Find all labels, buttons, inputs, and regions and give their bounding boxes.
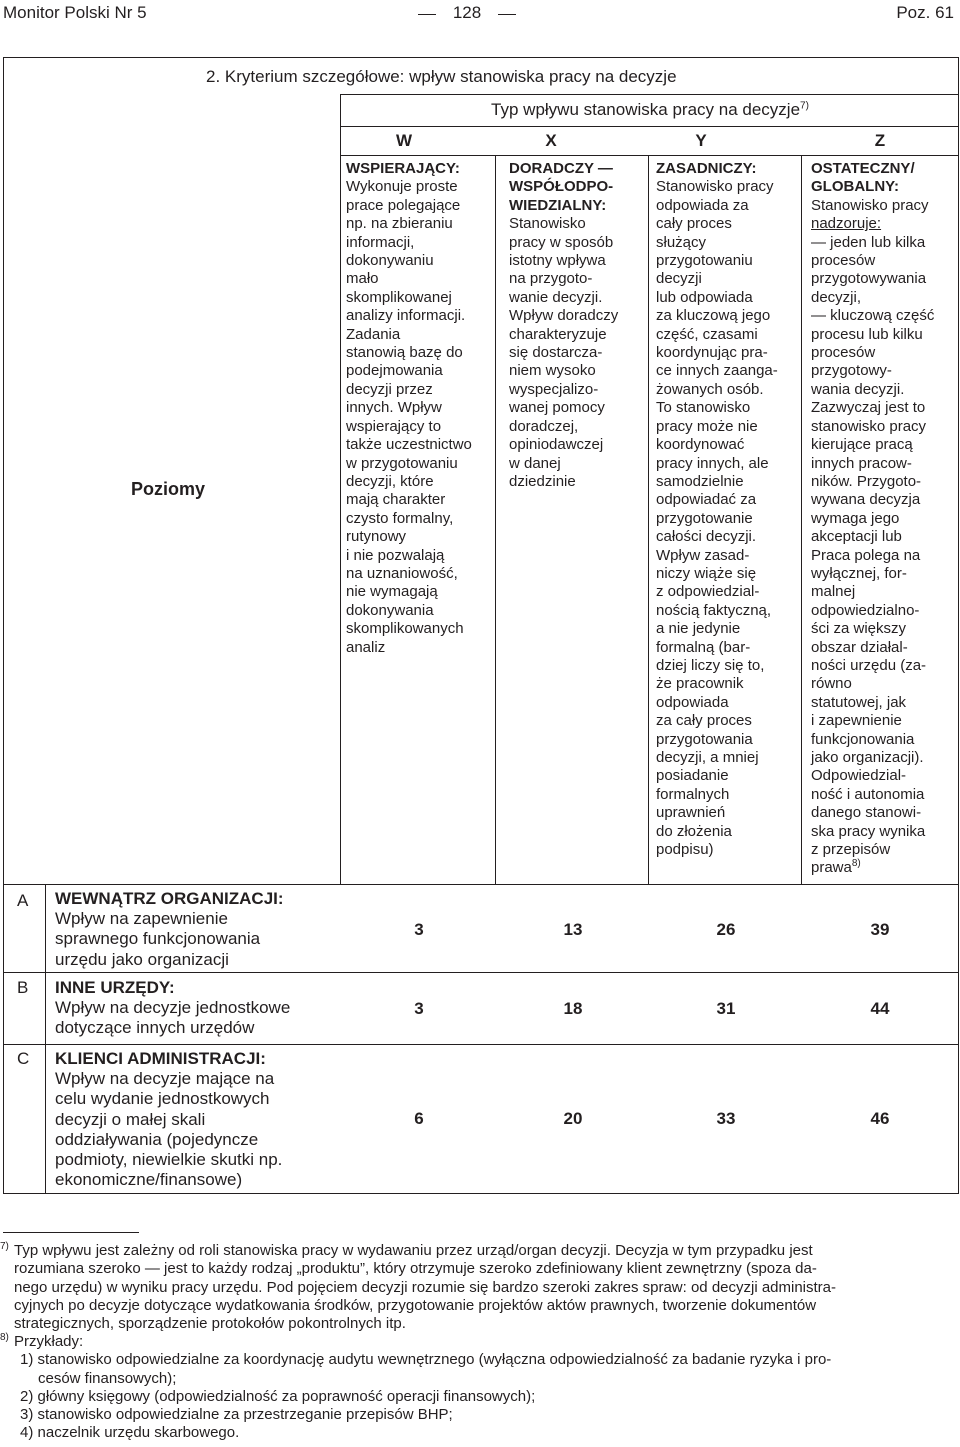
row-text-line: Wpływ na zapewnienie — [55, 909, 228, 929]
column-text-line: odpowiadać za — [656, 491, 757, 509]
column-text-line: innych pracow- — [811, 454, 912, 472]
column-text-line: i nie pozwalają — [346, 546, 445, 564]
column-letter-x: X — [545, 131, 557, 150]
column-text-line: nie wymagają — [346, 583, 438, 601]
column-text-line: przygotowy- — [811, 362, 892, 380]
column-text-line: — kluczową część — [811, 307, 935, 325]
column-text-line: statutowej, jak — [811, 693, 907, 711]
row-c-top-rule — [3, 1044, 959, 1045]
column-text-line: ności urzędu (za- — [811, 656, 927, 674]
column-y-description — [656, 160, 778, 859]
value-a-w: 3 — [414, 920, 424, 939]
column-letter-y: Y — [695, 131, 707, 150]
column-text-line: Praca polega na — [811, 546, 921, 564]
column-text-line: stanowią bazę do — [346, 344, 463, 362]
column-text-line: funkcjonowania — [811, 730, 915, 748]
column-text-line: na uznaniowość, — [346, 564, 458, 582]
row-a-top-rule — [3, 884, 959, 885]
column-text-line: samodzielnie — [656, 472, 744, 490]
label-column-rule — [340, 94, 341, 884]
column-text-line: prace polegające — [346, 196, 461, 214]
column-text-line: skomplikowanej — [346, 288, 452, 306]
footnote-ref-8: 8) — [851, 858, 861, 870]
column-text-line: Stanowisko pracy — [656, 178, 774, 196]
column-text-line: dziej liczy się to, — [656, 656, 765, 674]
row-letter-b: B — [17, 978, 29, 997]
subtitle-text: Typ wpływu stanowiska pracy na decyzje — [491, 100, 801, 119]
row-text-line: ekonomiczne/finansowe) — [55, 1170, 243, 1190]
column-text-fragment: prawa — [811, 859, 852, 877]
col-y-z-rule — [801, 155, 802, 884]
column-text-line: ści za większy — [811, 620, 907, 638]
column-text-line: pracy w sposób — [509, 233, 614, 251]
column-text-line: wywana decyzja — [811, 491, 921, 509]
col-x-y-rule — [648, 155, 649, 884]
footnote-text: rozumiana szeroko — jest to każdy rodzaj „produktu”, który otrzymuje szeroko zdefiniowany klient zewnętrzny (spoza da- — [14, 1260, 817, 1278]
row-letter-rule — [45, 884, 46, 1194]
column-text-line: stanowisko pracy — [811, 417, 927, 435]
column-text-line: obszar działal- — [811, 638, 908, 656]
column-text-line: wyspecjalizo- — [509, 380, 599, 398]
column-text-line: niem wysoko — [509, 362, 596, 380]
column-text-line: np. na zbieraniu — [346, 215, 453, 233]
column-text-line: mają charakter — [346, 491, 446, 509]
column-text-line: odpowiada — [656, 693, 729, 711]
page-number: 128 — [412, 3, 522, 23]
value-a-z: 39 — [870, 920, 890, 939]
column-text-line: że pracownik — [656, 675, 744, 693]
row-c-description — [55, 1049, 340, 1190]
row-b-top-rule — [3, 972, 959, 973]
value-c-w: 6 — [414, 1109, 424, 1128]
column-text-line: charakteryzuje — [509, 325, 607, 343]
column-text-line: decyzji, a mniej — [656, 749, 759, 766]
column-text-line: odpowiada za — [656, 196, 749, 214]
row-text-line: decyzji o małej skali — [55, 1109, 206, 1129]
footnote-text: Typ wpływu jest zależny od roli stanowiska pracy w wydawaniu przez urząd/organ decyzji. Decyzja w tym przypadku jest — [14, 1242, 813, 1259]
column-text-line: z odpowiedzial- — [656, 583, 760, 601]
column-text-line: wspierający to — [346, 417, 442, 435]
footnote-8 — [0, 1333, 958, 1443]
column-text-line: uprawnień — [656, 804, 726, 822]
footnote-line — [0, 1315, 958, 1333]
column-text-line: Stanowisko pracy — [811, 196, 929, 214]
column-letter-z: Z — [874, 131, 886, 150]
column-text-line: podpisu) — [656, 841, 714, 859]
footnote-list-item: cesów finansowych); — [38, 1369, 177, 1387]
column-text-line: dziedzinie — [509, 472, 576, 490]
column-text-line: się dostarcza- — [509, 344, 603, 362]
value-b-y: 31 — [716, 999, 736, 1018]
footnote-line: $^{8)}$ Przykłady: — [0, 1332, 84, 1350]
column-text-line: analizy informacji. — [346, 307, 466, 325]
column-text-line: ność i autonomia — [811, 785, 925, 803]
row-letter-c: C — [17, 1049, 30, 1068]
column-text-line: nością faktyczną, — [656, 601, 772, 619]
value-c-z: 46 — [870, 1109, 890, 1128]
column-text-line: nadzoruje: — [811, 215, 882, 233]
footnote-line — [0, 1297, 958, 1315]
column-text-line: decyzji, — [811, 288, 862, 306]
letters-rule — [340, 155, 959, 156]
column-text-line: ce innych zaanga- — [656, 362, 778, 380]
column-x-description — [509, 160, 618, 491]
value-a-x: 13 — [563, 920, 583, 939]
column-text-line: decyzji przez — [346, 380, 433, 398]
column-text-line: i zapewnienie — [811, 712, 902, 730]
column-text-line: przygotowywania — [811, 270, 927, 288]
column-text-line: rutynowy — [346, 528, 407, 546]
row-text-line: oddziaływania (pojedyncze — [55, 1129, 259, 1149]
column-text-line: w przygotowaniu — [346, 454, 458, 472]
column-text-line: Wpływ doradczy — [509, 307, 619, 325]
levels-label: Poziomy — [131, 479, 206, 499]
column-text-line: formalnych — [656, 785, 730, 803]
column-text-line: niczy wiąże się — [656, 564, 757, 582]
row-text-line: podmioty, niewielkie skutki np. — [55, 1150, 283, 1170]
position-number: Poz. 61 — [896, 3, 954, 22]
column-text-line: innych. Wpływ — [346, 399, 442, 417]
footnote-line: $^{7)}$ Typ wpływu jest zależny od roli stanowiska pracy w wydawaniu przez urząd/organ decyzji. Decyzja w tym przypadku jest — [0, 1241, 813, 1259]
footnote-text: cyjnych po decyzje dotyczące wydatkowania środków, przygotowanie projektów aktów prawnych, tworzenie dokumentów — [14, 1296, 817, 1314]
table-title: 2. Kryterium szczegółowe: wpływ stanowiska pracy na decyzje — [206, 67, 677, 86]
column-text-line: podejmowania — [346, 362, 443, 380]
column-text-line: istotny wpływa — [509, 252, 606, 270]
column-text-line: żowanych osób. — [656, 380, 764, 398]
column-text-line: cały proces — [656, 215, 732, 233]
journal-name: Monitor Polski Nr 5 — [3, 3, 147, 22]
column-text-line: akceptacji lub — [811, 528, 902, 546]
row-heading: WEWNĄTRZ ORGANIZACJI: — [55, 889, 284, 908]
column-text-line: lub odpowiada — [656, 288, 753, 306]
column-text-line: koordynując pra- — [656, 344, 768, 362]
column-text-line: Zazwyczaj jest to — [811, 399, 926, 417]
column-text-line: dokonywania — [346, 601, 434, 619]
value-b-z: 44 — [870, 999, 890, 1018]
footnote-7 — [0, 1242, 958, 1333]
column-text-line — [811, 859, 934, 877]
column-text-line: dokonywaniu — [346, 252, 434, 270]
column-text-line: wanej pomocy — [509, 399, 605, 417]
value-b-x: 18 — [563, 999, 583, 1018]
column-text-line: Stanowisko — [509, 215, 586, 233]
column-text-line: To stanowisko — [656, 399, 751, 417]
value-a-y: 26 — [716, 920, 736, 939]
column-text-line: decyzji — [656, 270, 702, 288]
column-text-line: za cały proces — [656, 712, 752, 730]
column-text-line: także uczestnictwo — [346, 436, 472, 454]
column-text-line: skomplikowanych — [346, 620, 464, 638]
row-heading: KLIENCI ADMINISTRACJI: — [55, 1049, 266, 1068]
footnote-list-item: 1) stanowisko odpowiedzialne za koordynację audytu wewnętrznego (wyłączna odpowiedzialność za badanie ryzyka i pro- — [20, 1351, 832, 1369]
column-text-line: odpowiedzialno- — [811, 601, 920, 619]
title-rule — [340, 94, 959, 95]
column-heading-line: ZASADNICZY: — [656, 160, 757, 177]
column-text-line: przygotowanie — [656, 509, 753, 527]
column-text-line: wania decyzji. — [811, 380, 905, 398]
column-text-line: procesów — [811, 344, 876, 362]
column-text-line: a nie jedynie — [656, 620, 741, 638]
row-text-line: sprawnego funkcjonowania — [55, 929, 261, 949]
footnote-line — [0, 1279, 958, 1297]
row-letter-a: A — [17, 891, 29, 910]
col-w-x-rule — [495, 155, 496, 884]
column-text-line: do złożenia — [656, 822, 732, 840]
column-text-line: przygotowania — [656, 730, 753, 748]
column-text-line: Odpowiedzial- — [811, 767, 907, 785]
column-text-line: procesów — [811, 252, 876, 270]
column-text-line: analiz — [346, 638, 386, 656]
column-text-line: mało — [346, 270, 379, 288]
column-text-line: czysto formalny, — [346, 509, 454, 527]
subtitle-rule — [340, 126, 959, 127]
column-text-line: całości decyzji. — [656, 528, 757, 546]
row-b-description — [55, 978, 340, 1039]
column-text-line: Zadania — [346, 325, 401, 343]
column-text-line: posiadanie — [656, 767, 729, 785]
row-a-description — [55, 889, 340, 970]
column-z-description — [811, 160, 934, 878]
row-text-line: Wpływ na decyzje jednostkowe — [55, 998, 291, 1018]
column-text-line: malnej — [811, 583, 856, 601]
column-text-line: formalną (bar- — [656, 638, 751, 656]
column-text-line: kierujące pracą — [811, 436, 913, 454]
column-heading-line: DORADCZY — — [509, 160, 613, 177]
footnote-text: nego urzędu) w wyniku pracy urzędu. Pod pojęciem decyzji rozumie się bardzo szeroki zakres spraw: od decyzji administra- — [14, 1278, 837, 1296]
column-text-line: ników. Przygoto- — [811, 472, 922, 490]
column-text-line: wanie decyzji. — [509, 288, 603, 306]
footnote-ref-7: 7) — [800, 100, 809, 112]
table-subtitle — [340, 100, 960, 120]
column-text-line: informacji, — [346, 233, 415, 251]
column-heading-line: WSPÓŁODPO- — [509, 178, 614, 196]
column-text-line: w danej — [509, 454, 561, 472]
column-heading-line: OSTATECZNY/ — [811, 160, 915, 177]
value-b-w: 3 — [414, 999, 424, 1018]
footnote-list-item: 4) naczelnik urzędu skarbowego. — [20, 1424, 240, 1442]
column-text-line: na przygoto- — [509, 270, 593, 288]
column-text-line: z przepisów — [811, 841, 891, 859]
column-text-line: jako organizacji). — [811, 749, 924, 766]
value-c-y: 33 — [716, 1109, 736, 1128]
footnote-text: Przykłady: — [14, 1333, 84, 1350]
row-text-line: urzędu jako organizacji — [55, 949, 229, 969]
column-text-line: równo — [811, 675, 852, 693]
column-letter-w: W — [395, 131, 413, 150]
row-text-line: dotyczące innych urzędów — [55, 1018, 255, 1038]
column-text-line: za kluczową jego — [656, 307, 771, 325]
column-text-line: procesu lub kilku — [811, 325, 923, 343]
column-text-line: służący — [656, 233, 707, 251]
column-text-line: część, czasami — [656, 325, 758, 343]
row-heading: INNE URZĘDY: — [55, 978, 175, 997]
column-heading-line: WIEDZIALNY: — [509, 196, 607, 214]
column-text-line: ska pracy wynika — [811, 822, 926, 840]
column-text-line: wyłącznej, for- — [811, 564, 907, 582]
row-text-line: Wpływ na decyzje mające na — [55, 1069, 275, 1089]
column-text-line: pracy innych, ale — [656, 454, 769, 472]
column-heading-line: GLOBALNY: — [811, 178, 900, 196]
column-text-line: Wpływ zasad- — [656, 546, 750, 564]
column-heading-line: WSPIERAJĄCY: — [346, 160, 460, 177]
value-c-x: 20 — [563, 1109, 583, 1128]
column-text-line: przygotowaniu — [656, 252, 753, 270]
column-text-line: wymaga jego — [811, 509, 900, 527]
footnote-list-item: 2) główny księgowy (odpowiedzialność za poprawność operacji finansowych); — [20, 1387, 536, 1405]
column-text-line: pracy może nie — [656, 417, 758, 435]
column-text-line: doradczej, — [509, 417, 579, 435]
footnote-line — [0, 1260, 958, 1278]
column-text-line: — jeden lub kilka — [811, 233, 926, 251]
footnote-text: strategicznych, sporządzenie protokołów pokontrolnych itp. — [14, 1315, 406, 1333]
column-w-description — [346, 160, 472, 657]
column-text-line: koordynować — [656, 436, 745, 454]
column-text-line: Wykonuje proste — [346, 178, 458, 196]
column-text-line: decyzji, które — [346, 472, 434, 490]
page-header — [0, 0, 960, 28]
column-text-line: opiniodawczej — [509, 436, 604, 454]
column-text-line: danego stanowi- — [811, 804, 922, 822]
footnote-list-item: 3) stanowisko odpowiedzialne za przestrzeganie przepisów BHP; — [20, 1406, 453, 1424]
footnote-rule — [3, 1232, 139, 1233]
row-text-line: celu wydanie jednostkowych — [55, 1089, 270, 1109]
